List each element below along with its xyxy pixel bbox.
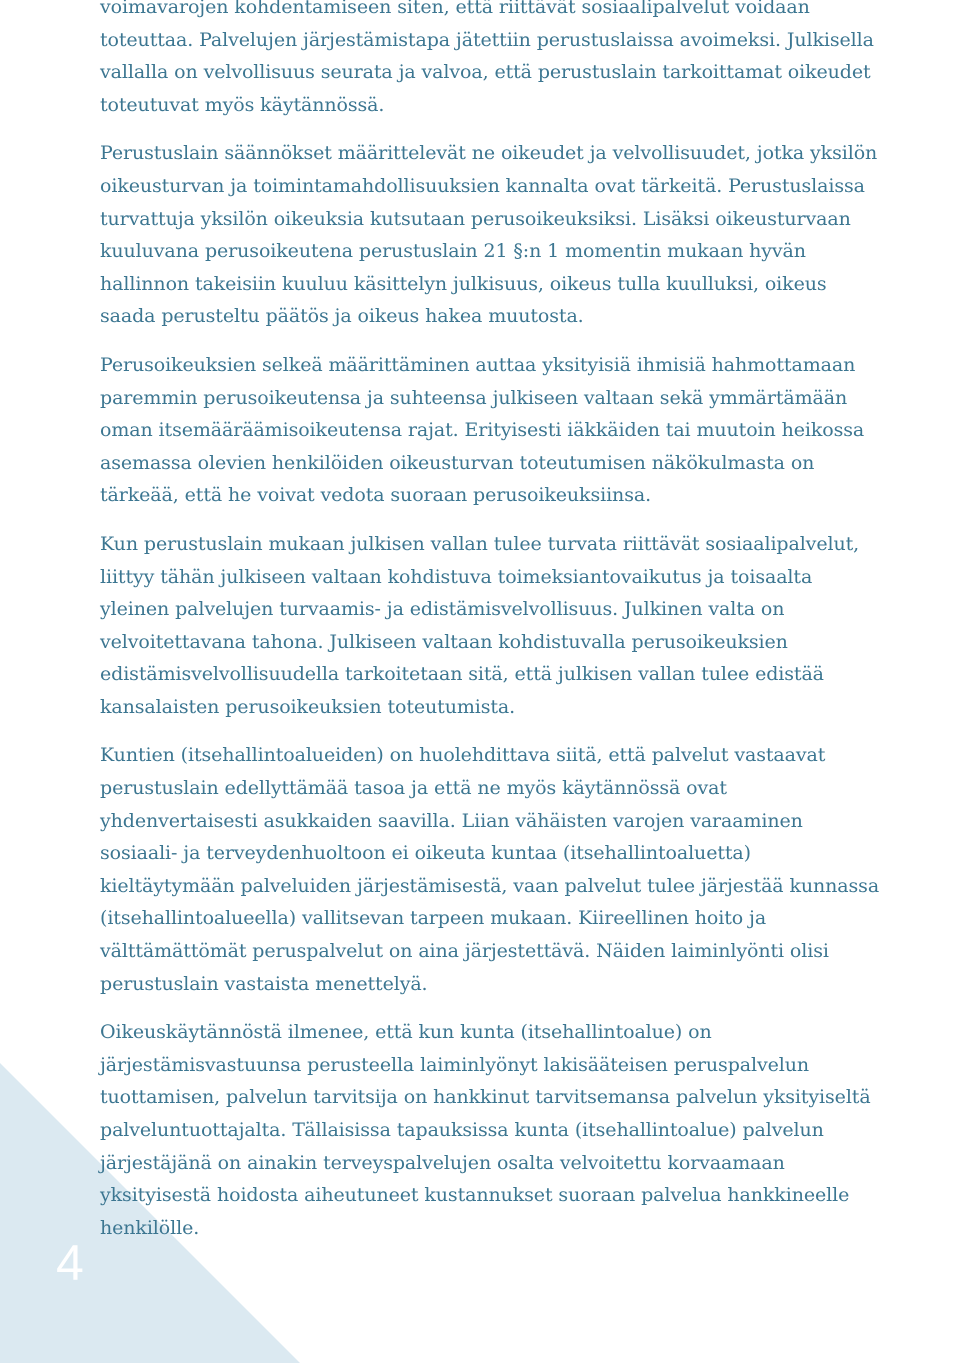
text-line: yksityisestä hoidosta aiheutuneet kustannukset suoraan palvelua hankkineelle — [100, 1184, 850, 1207]
text-line: paremmin perusoikeutensa ja suhteensa julkiseen valtaan sekä ymmärtämään — [100, 386, 848, 409]
paragraph-6 — [100, 1016, 958, 1244]
text-line: kieltäytymään palveluiden järjestämisestä, vaan palvelut tulee järjestää kunnassa — [100, 874, 880, 897]
paragraph-4 — [100, 528, 958, 724]
text-line: oman itsemääräämisoikeutensa rajat. Erityisesti iäkkäiden tai muutoin heikossa — [100, 419, 865, 442]
text-line: turvattuja yksilön oikeuksia kutsutaan perusoikeuksiksi. Lisäksi oikeusturvaan — [100, 207, 851, 230]
text-line: palveluntuottajalta. Tällaisissa tapauksissa kunta (itsehallintoalue) palvelun — [100, 1119, 824, 1141]
text-line: (itsehallintoalueella) vallitsevan tarpeen mukaan. Kiireellinen hoito ja — [100, 907, 767, 930]
text-line: tuottamisen, palvelun tarvitsija on hankkinut tarvitsemansa palvelun yksityiseltä — [100, 1086, 871, 1109]
paragraph-3 — [100, 349, 958, 512]
text-line: Perustuslain säännökset määrittelevät ne oikeudet ja velvollisuudet, jotka yksilön — [100, 142, 878, 165]
text-line: voimavarojen kohdentamiseen siten, että riittävät sosiaalipalvelut voidaan — [100, 0, 810, 18]
page-number: 4 — [56, 1235, 84, 1291]
text-line: Perusoikeuksien selkeä määrittäminen auttaa yksityisiä ihmisiä hahmottamaan — [100, 353, 856, 376]
document-body — [100, 0, 958, 1244]
text-line: Kuntien (itsehallintoalueiden) on huolehdittava siitä, että palvelut vastaavat — [100, 744, 826, 767]
text-line: oikeusturvan ja toimintamahdollisuuksien kannalta ovat tärkeitä. Perustuslaissa — [100, 174, 865, 197]
text-line: perustuslain vastaista menettelyä. — [100, 972, 428, 995]
text-line: Kun perustuslain mukaan julkisen vallan tulee turvata riittävät sosiaalipalvelut, — [100, 532, 860, 555]
text-line: Oikeuskäytännöstä ilmenee, että kun kunta (itsehallintoalue) on — [100, 1021, 712, 1044]
text-line: perustuslain edellyttämää tasoa ja että ne myös käytännössä ovat — [100, 777, 727, 800]
text-line: henkilölle. — [100, 1216, 200, 1239]
text-line: liittyy tähän julkiseen valtaan kohdistuva toimeksiantovaikutus ja toisaalta — [100, 565, 813, 588]
text-line: sosiaali- ja terveydenhuoltoon ei oikeuta kuntaa (itsehallintoaluetta) — [100, 842, 751, 865]
text-line: välttämättömät peruspalvelut on aina järjestettävä. Näiden laiminlyönti olisi — [100, 940, 829, 963]
text-line: järjestämisvastuunsa perusteella laiminlyönyt lakisääteisen peruspalvelun — [100, 1053, 809, 1076]
text-line: yhdenvertaisesti asukkaiden saavilla. Liian vähäisten varojen varaaminen — [100, 809, 803, 832]
text-line: velvoitettavana tahona. Julkiseen valtaan kohdistuvalla perusoikeuksien — [100, 630, 788, 653]
text-line: kuuluvana perusoikeutena perustuslain 21 §:n 1 momentin mukaan hyvän — [100, 240, 806, 263]
text-line: kansalaisten perusoikeuksien toteutumista. — [100, 695, 516, 718]
paragraph-5 — [100, 739, 958, 1000]
text-line: toteutuvat myös käytännössä. — [100, 93, 385, 116]
text-line: edistämisvelvollisuudella tarkoitetaan sitä, että julkisen vallan tulee edistää — [100, 663, 824, 686]
text-line: vallalla on velvollisuus seurata ja valvoa, että perustuslain tarkoittamat oikeudet — [100, 61, 871, 84]
paragraph-2 — [100, 137, 958, 333]
text-line: tärkeää, että he voivat vedota suoraan perusoikeuksiinsa. — [100, 484, 652, 507]
text-line: toteuttaa. Palvelujen järjestämistapa jätettiin perustuslaissa avoimeksi. Julkisella — [100, 28, 874, 51]
text-line: hallinnon takeisiin kuuluu käsittelyn julkisuus, oikeus tulla kuulluksi, oikeus — [100, 272, 827, 295]
text-line: asemassa olevien henkilöiden oikeusturvan toteutumisen näkökulmasta on — [100, 451, 815, 474]
text-line: yleinen palvelujen turvaamis- ja edistämisvelvollisuus. Julkinen valta on — [100, 598, 785, 621]
text-line: järjestäjänä on ainakin terveyspalvelujen osalta velvoitettu korvaamaan — [100, 1151, 785, 1174]
paragraph-1 — [100, 0, 958, 121]
text-line: saada perusteltu päätös ja oikeus hakea muutosta. — [100, 305, 584, 328]
